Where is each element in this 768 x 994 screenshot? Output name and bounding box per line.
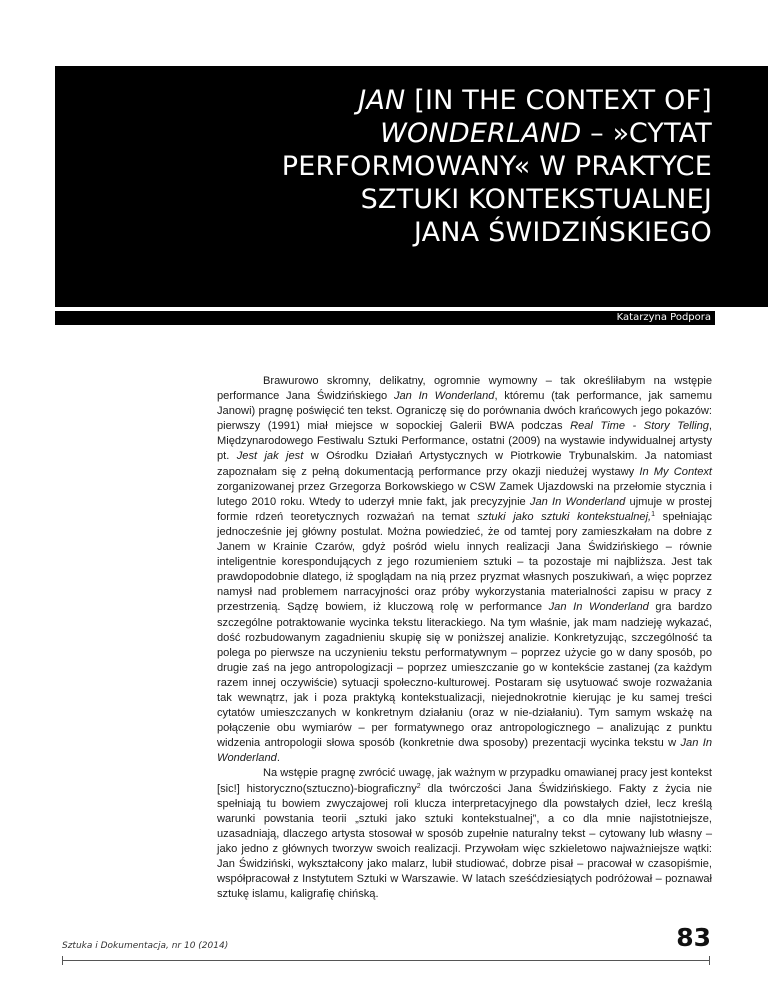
title-line-5: JANA ŚWIDZIŃSKIEGO (413, 217, 712, 248)
title-line-3: PERFORMOWANY« W PRAKTYCE (281, 151, 712, 182)
footer-rule (62, 960, 710, 961)
page-number: 83 (676, 923, 711, 952)
footnote-ref-2[interactable]: 2 (416, 782, 421, 790)
journal-citation: Sztuka i Dokumentacja, nr 10 (2014) (62, 941, 229, 951)
footer-rule-tick (62, 956, 63, 965)
paragraph-2: Na wstępie pragnę zwrócić uwagę, jak ważnym w przypadku omawianej pracy jest kontekst [sic!] historyczno(sztuczno)-biograficzny$^2$ dla twórczości Jana Świdzińskiego. Fakty z życia nie spełniają tu bowiem zwyczajowej roli klucza interpretacyjnego dla powstałych dzieł, lecz kreślą warunki powstania teorii „sztuki jako sztuki kontekstualnej”, a co dla mnie najistotniejsze, uzasadniają, dlaczego artysta stosował w sposób zupełnie naturalny tekst – cytowany lub własny – jako jedno z głównych tworzyw swoich realizacji. Przywołam więc szkieletowo najważniejsze wątki: Jan Świdziński, wykształcony jako malarz, lubił studiować, dobrze pisał – pracował w czasopiśmie, współpracował z Instytutem Sztuki w Warszawie. W latach sześćdziesiątych podróżował – poznawał sztukę islamu, kaligrafię chińską. (217, 767, 712, 901)
title-line-2: WONDERLAND – »CYTAT (380, 118, 712, 149)
author-name: Katarzyna Podpora (616, 312, 711, 323)
author-bar (55, 311, 715, 325)
title-line-1: JAN [IN THE CONTEXT OF] (358, 85, 712, 116)
footnote-ref-1[interactable]: 1 (651, 510, 656, 518)
title-block (55, 66, 768, 307)
paragraph-1: Brawurowo skromny, delikatny, ogromnie wymowny – tak określiłabym na wstępie performance Jana Świdzińskiego Jan In Wonderland, któremu (tak performance, jak samemu Janowi) pragnę poświęcić ten tekst. Ograniczę się do porównania dwóch krańcowych jego pokazów: pierwszy (1991) miał miejsce w sopockiej Galerii BWA podczas Real Time - Story Telling, Międzynarodowego Festiwalu Sztuki Performance, ostatni (2009) na wystawie indywidualnej artysty pt. Jest jak jest w Ośrodku Działań Artystycznych w Piotrkowie Trybunalskim. Ja natomiast zapoznałam się z pełną dokumentacją performance przy okazji niedużej wystawy In My Context zorganizowanej przez Grzegorza Borkowskiego w CSW Zamek Ujazdowski na przełomie stycznia i lutego 2010 roku. Wtedy to uderzył mnie fakt, jak precyzyjnie Jan In Wonderland ujmuje w prostej formie rdzeń teoretycznych rozważań na temat sztuki jako sztuki kontekstualnej,$^1$ spełniając jednocześnie jej główny postulat. Można powiedzieć, że od tamtej pory zamieszkałam na dobre z Janem w Krainie Czarów, gdyż pośród wielu innych realizacji Jana Świdzińskiego – równie inteligentnie korespondujących z jego rozumieniem sztuki – ta pozostaje mi najbliższa. Jest tak prawdopodobnie dlatego, iż spoglądam na nią przez pryzmat własnych poszukiwań, a więc poprzez namysł nad problemem narracyjności oraz próby wykorzystania materialności zapisu w pracy z przestrzenią. Sądzę bowiem, iż kluczową rolę w performance Jan In Wonderland gra bardzo szczególne potraktowanie wycinka tekstu literackiego. Na tym właśnie, jak mam nadzieję wykazać, dość rozbudowanym zagadnieniu skupię się w poniższej analizie. Konkretyzując, szczególność ta polega po pierwsze na uczynieniu tekstu performatywnym – poprzez użycie go w dany sposób, po drugie zaś na jego antropologizacji – poprzez umieszczanie go w kontekście zastanej (za każdym razem innej oczywiście) sytuacji społeczno-kulturowej. Postaram się usytuować swoje rozważania tak wewnątrz, jak i poza praktyką kontekstualizacji, niejednokrotnie kierując je ku samej treści cytatów umieszczanych w konkretnym działaniu (oraz w nie-działaniu). Tym samym wskażę na połączenie obu wymiarów – per formatywnego oraz antropologicznego – analizując z punktu widzenia antropologii słowa sposób (konkretnie dwa sposoby) prezentacji wycinka tekstu w Jan In Wonderland. (217, 375, 712, 765)
article-body (217, 374, 712, 902)
article-title (282, 84, 712, 249)
footer-rule-tick (709, 956, 710, 965)
title-line-4: SZTUKI KONTEKSTUALNEJ (360, 184, 712, 215)
